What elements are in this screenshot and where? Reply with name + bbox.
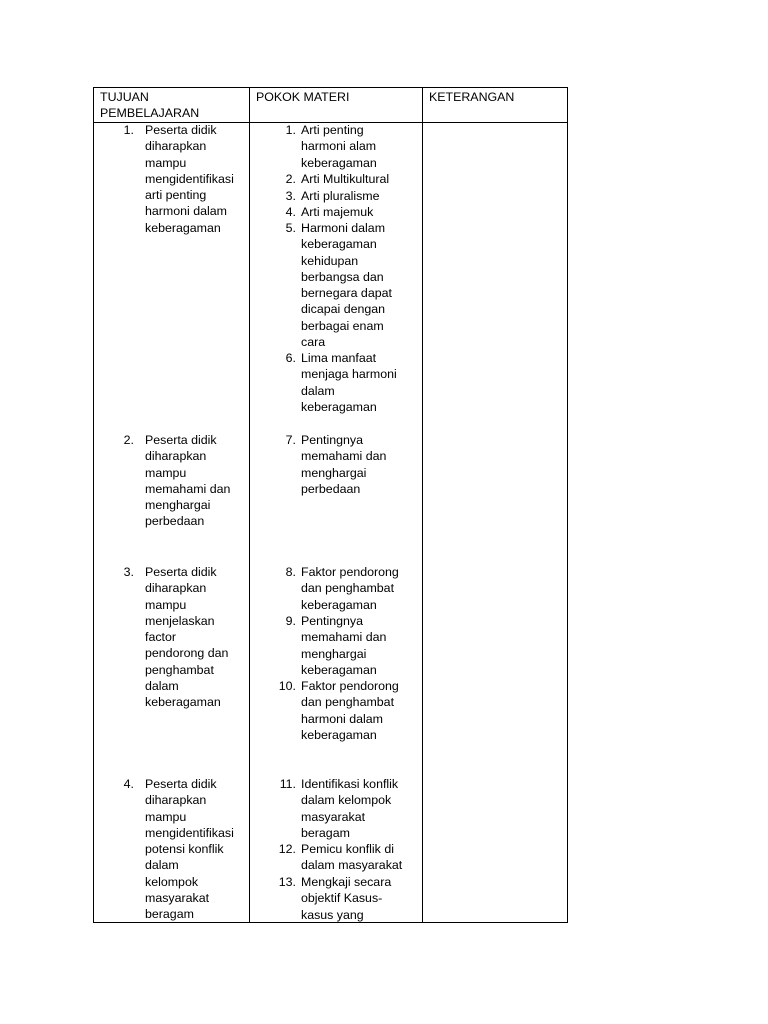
list-number: 8. <box>285 565 296 579</box>
list-text: Peserta didik diharapkan mampu mengidentifikasi potensi konflik dalam kelompok masyarakat beragam <box>145 777 234 922</box>
list-text: Arti penting harmoni alam keberagaman <box>301 123 377 170</box>
list-number: 2. <box>285 172 296 186</box>
list-number: 3. <box>123 565 134 579</box>
list-number: 3. <box>285 189 296 203</box>
list-number: 4. <box>123 777 134 791</box>
list-text: Arti majemuk <box>301 205 374 219</box>
header-tujuan: TUJUAN PEMBELAJARAN <box>100 90 200 121</box>
learning-objectives-table <box>93 87 568 923</box>
list-text: Faktor pendorong dan penghambat keberagaman <box>301 565 399 612</box>
list-text: Peserta didik diharapkan mampu memahami dan menghargai perbedaan <box>145 433 231 529</box>
list-number: 13. <box>278 875 296 889</box>
list-number: 1. <box>285 123 296 137</box>
list-text: Pentingnya memahami dan menghargai keberagaman <box>301 614 387 677</box>
list-number: 2. <box>123 433 134 447</box>
header-pokok-materi: POKOK MATERI <box>256 90 350 104</box>
list-number: 5. <box>285 221 296 235</box>
list-number: 4. <box>285 205 296 219</box>
list-text: Faktor pendorong dan penghambat harmoni dalam keberagaman <box>301 679 399 742</box>
list-number: 1. <box>123 123 134 137</box>
list-text: Mengkaji secara objektif Kasus- kasus yang <box>301 875 392 922</box>
list-text: Identifikasi konflik dalam kelompok masyarakat beragam <box>301 777 399 840</box>
list-text: Peserta didik diharapkan mampu menjelaskan factor pendorong dan penghambat dalam keberagaman <box>145 565 229 710</box>
list-number: 12. <box>278 842 296 856</box>
list-text: Arti pluralisme <box>301 189 380 203</box>
list-text: Arti Multikultural <box>301 172 390 186</box>
list-text: Pemicu konflik di dalam masyarakat <box>301 842 403 873</box>
list-text: Lima manfaat menjaga harmoni dalam keberagaman <box>301 351 397 414</box>
list-text: Peserta didik diharapkan mampu mengidentifikasi arti penting harmoni dalam keberagaman <box>145 123 234 235</box>
column-divider <box>422 88 423 922</box>
list-number: 10. <box>278 679 296 693</box>
list-number: 6. <box>285 351 296 365</box>
list-text: Harmoni dalam keberagaman kehidupan berbangsa dan bernegara dapat dicapai dengan berbagai enam cara <box>301 221 392 350</box>
list-number: 7. <box>285 433 296 447</box>
list-number: 9. <box>285 614 296 628</box>
list-text: Pentingnya memahami dan menghargai perbedaan <box>301 433 387 496</box>
list-number: 11. <box>279 777 296 791</box>
header-keterangan: KETERANGAN <box>429 90 515 104</box>
